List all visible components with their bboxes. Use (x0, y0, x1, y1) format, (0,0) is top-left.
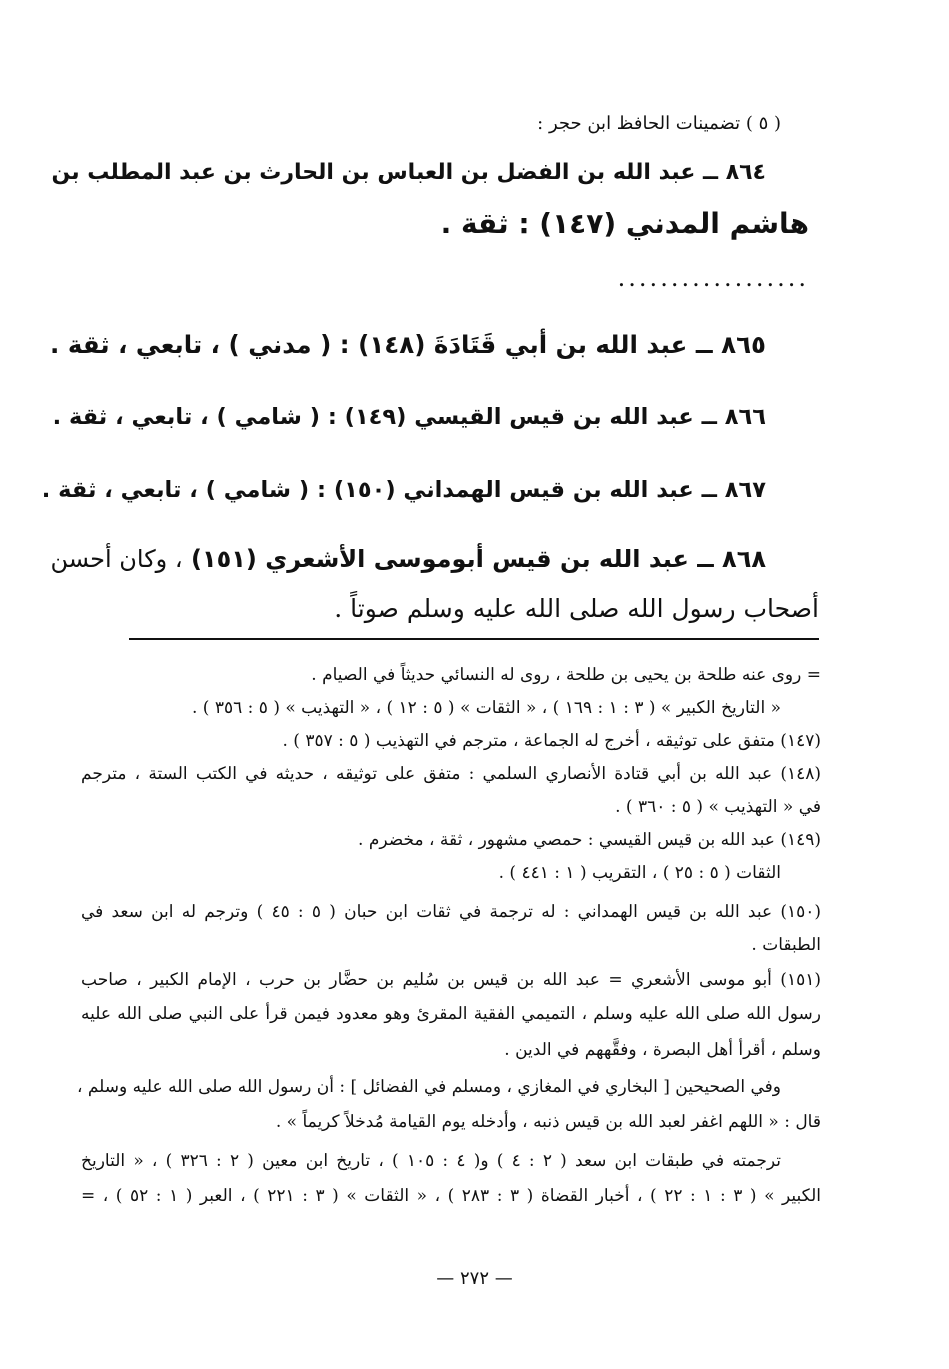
footnote-151: (١٥١) أبو موسى الأشعري = عبد الله بن قيس بن سُليم بن حضَّار بن حرب ، الإمام الكبير ، صاحب (81, 970, 821, 990)
entry-867: ٨٦٧ ــ عبد الله بن قيس الهمداني (١٥٠) : ( شامي ) ، تابعي ، ثقة . (41, 477, 766, 503)
page-number: — ٢٧٢ — (436, 1268, 513, 1289)
entry-865: ٨٦٥ ــ عبد الله بن أبي قَتَادَةَ (١٤٨) : ( مدني ) ، تابعي ، ثقة . (50, 330, 766, 359)
entry-868-main: ٨٦٨ ــ عبد الله بن قيس أبوموسى الأشعري (١٥١) (190, 545, 766, 573)
footnote-line: في « التهذيب » ( ٥ : ٣٦٠ ) . (615, 797, 821, 817)
footnote-line: رسول الله صلى الله عليه وسلم ، التميمي الفقية المقرئ وهو معدود فيمن قرأ على النبي صلى الله عليه (81, 1004, 821, 1024)
entry-866: ٨٦٦ ــ عبد الله بن قيس القيسي (١٤٩) : ( شامي ) ، تابعي ، ثقة . (52, 404, 766, 430)
footnote-line: وفي الصحيحين [ البخاري في المغازي ، ومسلم في الفضائل ] : أن رسول الله صلى الله عليه وسلم ، (76, 1077, 781, 1097)
footnote-149: (١٤٩) عبد الله بن قيس القيسي : حمصي مشهور ، ثقة ، مخضرم . (358, 830, 821, 850)
footnote-147: (١٤٧) متفق على توثيقه ، أخرج له الجماعة ، مترجم في التهذيب ( ٥ : ٣٥٧ ) . (282, 731, 821, 751)
footnote-148: (١٤٨) عبد الله بن أبي قتادة الأنصاري السلمي : متفق على توثيقه ، حديثه في الكتب الستة ، مترجم (81, 764, 821, 784)
footnote-line: قال : « اللهم اغفر لعبد الله بن قيس ذنبه ، وأدخله يوم القيامة مُدخلاً كريماً » . (275, 1112, 821, 1132)
footnote-line: وسلم ، أقرأ أهل البصرة ، وفقَّههم في الدين . (504, 1040, 821, 1060)
footnote-line: « التاريخ الكبير » ( ٣ : ١ : ١٦٩ ) ، « الثقات » ( ٥ : ١٢ ) ، « التهذيب » ( ٥ : ٣٥٦ ) . (192, 698, 781, 718)
entry-868-tail: ، وكان أحسن (50, 545, 183, 573)
footnote-150: (١٥٠) عبد الله بن قيس الهمداني : له ترجمة في ثقات ابن حبان ( ٥ : ٤٥ ) وترجم له ابن سعد في (81, 902, 821, 922)
footnote-line: ترجمته في طبقات ابن سعد ( ٢ : ٤ ) و( ٤ : ١٠٥ ) ، تاريخ ابن معين ( ٢ : ٣٢٦ ) ، « التاريخ (81, 1151, 781, 1171)
section-heading: ( ٥ ) تضمينات الحافظ ابن حجر : (537, 113, 781, 134)
entry-868-line-2: أصحاب رسول الله صلى الله عليه وسلم صوتاً . (334, 594, 819, 623)
footnote-line: الكبير » ( ٣ : ١ : ٢٢ ) ، أخبار القضاة ( ٣ : ٢٨٣ ) ، « الثقات » ( ٣ : ٢٢١ ) ، العبر ( ١ : ٥٢ ) ، = (81, 1186, 821, 1206)
footnote-line: = روى عنه طلحة بن يحيى بن طلحة ، روى له النسائي حديثاً في الصيام . (311, 665, 821, 685)
footnote-line: الثقات ( ٥ : ٢٥ ) ، التقريب ( ١ : ٤٤١ ) . (498, 863, 781, 883)
footnote-line: الطبقات . (751, 935, 821, 955)
entry-868-line-1 (50, 545, 766, 573)
entry-864-line-2: هاشم المدني (١٤٧) : ثقة . (440, 207, 809, 240)
dotted-separator: .................. (617, 264, 809, 292)
footnote-divider (129, 638, 819, 640)
entry-864-line-1: ٨٦٤ ــ عبد الله بن الفضل بن العباس بن الحارث بن عبد المطلب بن (51, 160, 766, 185)
